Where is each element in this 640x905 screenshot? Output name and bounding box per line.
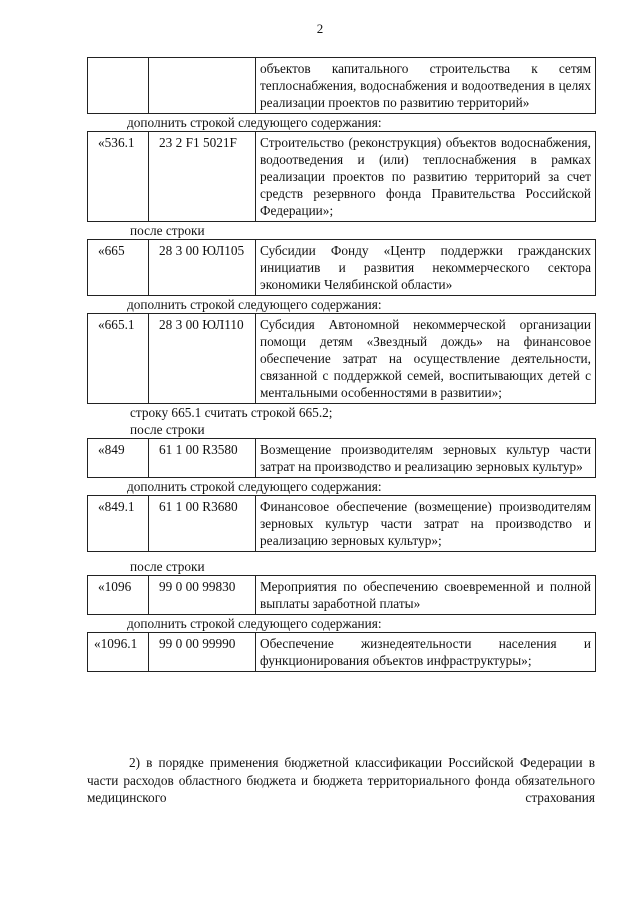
row-description: Финансовое обеспечение (возмещение) производителям зерновых культур части затрат на производство и реализацию зерновых культур»;	[256, 496, 596, 552]
row-code: 99 0 00 99830	[149, 576, 256, 615]
table-row-536-1	[87, 131, 596, 222]
table-row-1096-1	[87, 632, 596, 672]
row-description: Мероприятия по обеспечению своевременной и полной выплаты заработной платы»	[256, 576, 596, 615]
instruction-add-row: дополнить строкой следующего содержания:	[127, 297, 382, 312]
instruction-after-row: после строки	[130, 422, 205, 437]
row-number: «1096	[88, 576, 149, 615]
row-description: Возмещение производителям зерновых культур части затрат на производство и реализацию зерновых культур»	[256, 439, 596, 478]
table-row-849-1	[87, 495, 596, 552]
row-number	[88, 58, 149, 114]
row-number: «849	[88, 439, 149, 478]
row-number: «665	[88, 240, 149, 296]
row-number: «1096.1	[88, 633, 149, 672]
row-code: 61 1 00 R3680	[149, 496, 256, 552]
row-code	[149, 58, 256, 114]
table-row-849	[87, 438, 596, 478]
row-number: «665.1	[88, 314, 149, 404]
row-code: 61 1 00 R3580	[149, 439, 256, 478]
row-number: «536.1	[88, 132, 149, 222]
instruction-renumber-row: строку 665.1 считать строкой 665.2;	[130, 405, 333, 420]
table-row-665-1	[87, 313, 596, 404]
table-row-1096	[87, 575, 596, 615]
table-row-665	[87, 239, 596, 296]
row-code: 23 2 F1 5021F	[149, 132, 256, 222]
row-code: 99 0 00 99990	[149, 633, 256, 672]
instruction-add-row: дополнить строкой следующего содержания:	[127, 115, 382, 130]
row-number: «849.1	[88, 496, 149, 552]
row-description: Субсидии Фонду «Центр поддержки гражданских инициатив и развития некоммерческого сектора экономики Челябинской области»	[256, 240, 596, 296]
instruction-after-row: после строки	[130, 559, 205, 574]
row-description: объектов капитального строительства к сетям теплоснабжения, водоснабжения и водоотведения в целях реализации проектов по развитию территорий»	[256, 58, 596, 114]
paragraph-text: 2) в порядке применения бюджетной классификации Российской Федерации в части расходов областного бюджета и бюджета территориального фонда обязательного медицинского страхования	[87, 755, 595, 805]
paragraph-2	[87, 754, 595, 807]
row-description: Обеспечение жизнедеятельности населения и функционирования объектов инфраструктуры»;	[256, 633, 596, 672]
page-number: 2	[316, 21, 324, 36]
table-row-continuation	[87, 57, 596, 114]
row-code: 28 3 00 ЮЛ105	[149, 240, 256, 296]
instruction-add-row: дополнить строкой следующего содержания:	[127, 479, 382, 494]
instruction-after-row: после строки	[130, 223, 205, 238]
row-description: Строительство (реконструкция) объектов водоснабжения, водоотведения и (или) теплоснабжения в рамках реализации проектов по развитию территорий за счет средств резервного фонда Правительства Российской Федерации»;	[256, 132, 596, 222]
document-body	[87, 57, 595, 672]
row-code: 28 3 00 ЮЛ110	[149, 314, 256, 404]
instruction-add-row: дополнить строкой следующего содержания:	[127, 616, 382, 631]
row-description: Субсидия Автономной некоммерческой организации помощи детям «Звездный дождь» на финансовое обеспечение затрат на осуществление деятельности, связанной с поддержкой семей, воспитывающих детей с ментальными особенностями в развитии»;	[256, 314, 596, 404]
